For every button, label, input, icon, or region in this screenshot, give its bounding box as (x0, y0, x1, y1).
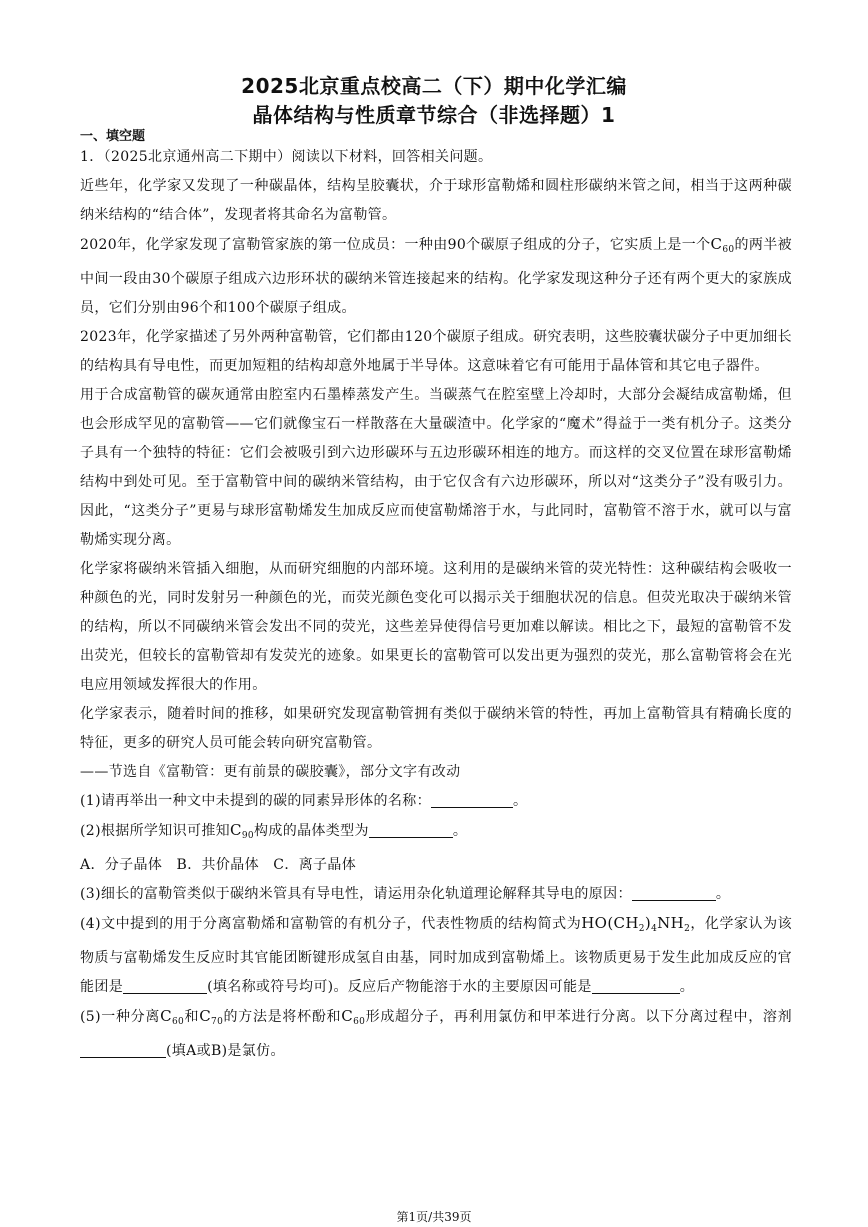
answer-blank-1[interactable] (431, 791, 513, 808)
passage-paragraph-6: 化学家表示，随着时间的推移，如果研究发现富勒管拥有类似于碳纳米管的特性，再加上富勒管具有精确长度的特征，更多的研究人员可能会转向研究富勒管。 (80, 706, 792, 751)
sub-question-3: (3)细长的富勒管类似于碳纳米管具有导电性，请运用杂化轨道理论解释其导电的原因： 。 (80, 886, 731, 902)
answer-blank-5[interactable] (80, 1041, 166, 1058)
answer-blank-3[interactable] (632, 884, 716, 901)
answer-blank-4b[interactable] (592, 977, 680, 994)
c90-formula: $C_{90}$ (230, 821, 255, 841)
passage-source: ——节选自《富勒管：更有前景的碳胶囊》，部分文字有改动 (80, 764, 461, 780)
question-1 (80, 143, 792, 1066)
answer-blank-2[interactable] (369, 821, 453, 838)
c60-formula: $C_{60}$ (710, 235, 735, 255)
sub-question-4: (4)文中提到的用于分离富勒烯和富勒管的有机分子，代表性物质的结构简式为$HO(CH_2)_4NH_2$，化学家认为该物质与富勒烯发生反应时其官能团断键形成氢自由基，同时加成到富勒烯上。该物质更易于发生此加成反应的官能团是 (填名称或符号均可)。反应后产物能溶于水的主要原因可能是 。 (80, 914, 792, 995)
section-heading: 一、填空题 (80, 129, 146, 144)
page-subtitle: 晶体结构与性质章节综合（非选择题）1 (252, 103, 616, 127)
passage-paragraph-3: 2023年，化学家描述了另外两种富勒管，它们都由120个碳原子组成。研究表明，这些胶囊状碳分子中更加细长的结构具有导电性，而更加短粗的结构却意外地属于半导体。这意味着它有可能用于晶体管和其它电子器件。 (80, 329, 792, 374)
sub-question-1: (1)请再举出一种文中未提到的碳的同素异形体的名称： 。 (80, 793, 528, 809)
page-number: 第1页/共39页 (396, 1210, 472, 1224)
sub-question-5: (5)一种分离$C_{60}$和$C_{70}$的方法是将杯酚和$C_{60}$形成超分子，再利用氯仿和甲苯进行分离。以下分离过程中，溶剂(填A或B)是氯仿。 (80, 1007, 792, 1059)
c70-formula: $C_{70}$ (199, 1007, 224, 1027)
question-stem: 1．（2025北京通州高二下期中）阅读以下材料，回答相关问题。 (80, 149, 493, 165)
page-title: 2025北京重点校高二（下）期中化学汇编 (241, 74, 627, 98)
passage-paragraph-5: 化学家将碳纳米管插入细胞，从而研究细胞的内部环境。这利用的是碳纳米管的荧光特性：这种碳结构会吸收一种颜色的光，同时发射另一种颜色的光，而荧光颜色变化可以揭示关于细胞状况的信息。但荧光取决于碳纳米管的结构，所以不同碳纳米管会发出不同的荧光，这些差异使得信号更加难以解读。相比之下，最短的富勒管不发出荧光，但较长的富勒管却有发荧光的迹象。如果更长的富勒管可以发出更为强烈的荧光，那么富勒管将会在光电应用领域发挥很大的作用。 (80, 561, 792, 693)
c60-formula: $C_{60}$ (341, 1007, 366, 1027)
passage-paragraph-4: 用于合成富勒管的碳灰通常由腔室内石墨棒蒸发产生。当碳蒸气在腔室壁上冷却时，大部分会凝结成富勒烯，但也会形成罕见的富勒管——它们就像宝石一样散落在大量碳渣中。化学家的“魔术”得益于一类有机分子。这类分子具有一个独特的特征：它们会被吸引到六边形碳环与五边形碳环相连的地方。而这样的交叉位置在球形富勒烯结构中到处可见。至于富勒管中间的碳纳米管结构，由于它仅含有六边形碳环，所以对“这类分子”没有吸引力。因此，“这类分子”更易与球形富勒烯发生加成反应而使富勒烯溶于水，与此同时，富勒管不溶于水，就可以与富勒烯实现分离。 (80, 387, 792, 548)
passage-paragraph-2: 2020年，化学家发现了富勒管家族的第一位成员：一种由90个碳原子组成的分子，它实质上是一个$C_{60}$的两半被中间一段由30个碳原子组成六边形环状的碳纳米管连接起来的结构。化学家发现这种分子还有两个更大的家族成员，它们分别由96个和100个碳原子组成。 (80, 235, 792, 316)
answer-options: A．分子晶体 B．共价晶体 C．离子晶体 (80, 857, 357, 873)
answer-blank-4a[interactable] (123, 977, 207, 994)
sub-question-2: (2)根据所学知识可推知$C_{90}$构成的晶体类型为 。 (80, 821, 468, 841)
passage-paragraph-1: 近些年，化学家又发现了一种碳晶体，结构呈胶囊状，介于球形富勒烯和圆柱形碳纳米管之间，相当于这两种碳纳米结构的“结合体”，发现者将其命名为富勒管。 (80, 178, 792, 223)
c60-formula: $C_{60}$ (160, 1007, 185, 1027)
structural-formula: $HO(CH_2)_4NH_2$ (581, 914, 691, 934)
